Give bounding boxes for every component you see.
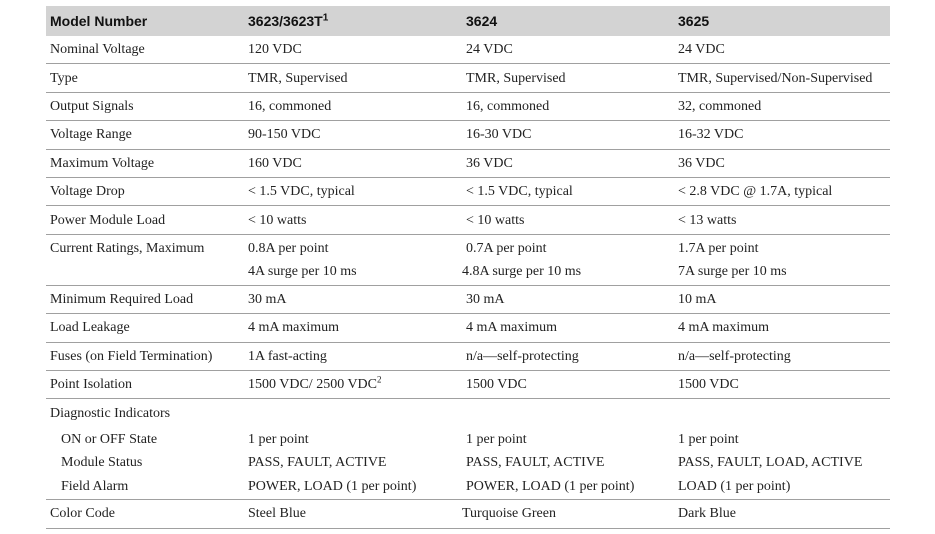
cell-3625: Dark Blue bbox=[678, 506, 736, 522]
cell-text: 1500 VDC/ 2500 VDC bbox=[248, 377, 378, 393]
row-label: Power Module Load bbox=[50, 212, 166, 228]
table-row bbox=[46, 427, 890, 451]
table-row bbox=[46, 206, 890, 234]
cell-line-2: 4A surge per 10 ms bbox=[248, 263, 357, 279]
row-label: Diagnostic Indicators bbox=[50, 405, 171, 421]
cell-3624: < 10 watts bbox=[466, 212, 525, 228]
cell-3624: 4 mA maximum bbox=[466, 320, 557, 336]
table-row bbox=[46, 121, 890, 149]
cell-3623: 16, commoned bbox=[248, 98, 332, 114]
row-label: Nominal Voltage bbox=[50, 42, 145, 58]
cell-3625: 10 mA bbox=[678, 291, 717, 307]
cell-3625: PASS, FAULT, LOAD, ACTIVE bbox=[678, 455, 863, 471]
cell-3625: TMR, Supervised/Non-Supervised bbox=[678, 70, 873, 86]
table-row bbox=[46, 93, 890, 121]
table-row bbox=[46, 474, 890, 500]
cell-3623: TMR, Supervised bbox=[248, 70, 348, 86]
row-label: Voltage Range bbox=[50, 127, 132, 143]
cell-3623: Steel Blue bbox=[248, 506, 306, 522]
header-model-3623-label: 3623/3623T bbox=[248, 12, 323, 29]
table-row bbox=[46, 451, 890, 475]
cell-3625: < 13 watts bbox=[678, 212, 737, 228]
row-label: Type bbox=[50, 70, 78, 86]
table-row bbox=[46, 64, 890, 92]
cell-3624: POWER, LOAD (1 per point) bbox=[466, 479, 635, 495]
footnote-marker-2: 2 bbox=[377, 374, 382, 385]
cell-3625: 32, commoned bbox=[678, 98, 762, 114]
table-row bbox=[46, 36, 890, 64]
cell-3624: 16-30 VDC bbox=[466, 127, 532, 143]
diagnostic-indicators-heading-row bbox=[46, 399, 890, 427]
header-model-3623 bbox=[244, 6, 462, 36]
cell-3623: PASS, FAULT, ACTIVE bbox=[248, 455, 387, 471]
cell-3623: 30 mA bbox=[248, 291, 287, 307]
header-model-3625: 3625 bbox=[678, 12, 710, 29]
cell-3625: < 2.8 VDC @ 1.7A, typical bbox=[678, 184, 833, 200]
table-row bbox=[46, 343, 890, 371]
table-row bbox=[46, 314, 890, 342]
cell-3623 bbox=[244, 235, 462, 285]
row-label: Module Status bbox=[61, 455, 143, 471]
row-label: Fuses (on Field Termination) bbox=[50, 348, 213, 364]
footnote-marker-1: 1 bbox=[322, 11, 329, 23]
table-row bbox=[46, 500, 890, 528]
cell-3625: LOAD (1 per point) bbox=[678, 479, 791, 495]
cell-3624: 1 per point bbox=[466, 431, 527, 447]
table-header-row bbox=[46, 6, 890, 36]
cell-3623: 1A fast-acting bbox=[248, 348, 327, 364]
row-label: Color Code bbox=[50, 506, 115, 522]
row-label: ON or OFF State bbox=[61, 431, 158, 447]
cell-3625: 24 VDC bbox=[678, 42, 725, 58]
row-label bbox=[46, 235, 244, 285]
cell-3625 bbox=[674, 235, 890, 285]
row-label-text: Current Ratings, Maximum bbox=[50, 240, 205, 256]
table-row bbox=[46, 371, 890, 399]
table-row bbox=[46, 235, 890, 286]
cell-3625: n/a—self-protecting bbox=[678, 348, 791, 364]
specifications-table bbox=[46, 6, 890, 529]
row-label: Point Isolation bbox=[50, 377, 133, 393]
cell-3623: 1 per point bbox=[248, 431, 309, 447]
cell-3623: 120 VDC bbox=[248, 42, 302, 58]
cell-3625: 1 per point bbox=[678, 431, 739, 447]
cell-3624: 36 VDC bbox=[466, 155, 513, 171]
cell-3625: 36 VDC bbox=[678, 155, 725, 171]
row-label: Load Leakage bbox=[50, 320, 130, 336]
cell-3625: 1500 VDC bbox=[678, 377, 739, 393]
cell-3624: PASS, FAULT, ACTIVE bbox=[466, 455, 605, 471]
cell-line-2: 7A surge per 10 ms bbox=[678, 263, 787, 279]
table-row bbox=[46, 178, 890, 206]
row-label: Minimum Required Load bbox=[50, 291, 194, 307]
cell-3623: 4 mA maximum bbox=[248, 320, 339, 336]
cell-3624: Turquoise Green bbox=[462, 506, 556, 522]
cell-3624: n/a—self-protecting bbox=[466, 348, 579, 364]
cell-3624: TMR, Supervised bbox=[466, 70, 566, 86]
table-row bbox=[46, 286, 890, 314]
cell-3624: 1500 VDC bbox=[466, 377, 527, 393]
table-row bbox=[46, 150, 890, 178]
cell-3624: < 1.5 VDC, typical bbox=[466, 184, 573, 200]
cell-3623: POWER, LOAD (1 per point) bbox=[248, 479, 417, 495]
cell-line-2: 4.8A surge per 10 ms bbox=[462, 263, 582, 279]
cell-3623: 160 VDC bbox=[248, 155, 302, 171]
cell-3624: 16, commoned bbox=[466, 98, 550, 114]
row-label: Field Alarm bbox=[61, 479, 129, 495]
cell-line-1: 0.8A per point bbox=[248, 240, 329, 256]
cell-3623: 90-150 VDC bbox=[248, 127, 321, 143]
cell-3623: < 10 watts bbox=[248, 212, 307, 228]
row-label: Voltage Drop bbox=[50, 184, 125, 200]
header-model-number: Model Number bbox=[50, 12, 148, 29]
header-model-3624: 3624 bbox=[466, 12, 498, 29]
cell-line-1: 0.7A per point bbox=[466, 240, 547, 256]
cell-3623 bbox=[244, 371, 462, 398]
cell-line-1: 1.7A per point bbox=[678, 240, 759, 256]
row-label: Output Signals bbox=[50, 98, 134, 114]
row-label: Maximum Voltage bbox=[50, 155, 155, 171]
cell-3624: 30 mA bbox=[466, 291, 505, 307]
cell-3624: 24 VDC bbox=[466, 42, 513, 58]
cell-3625: 16-32 VDC bbox=[678, 127, 744, 143]
cell-3623: < 1.5 VDC, typical bbox=[248, 184, 355, 200]
cell-3625: 4 mA maximum bbox=[678, 320, 769, 336]
cell-3624 bbox=[462, 235, 674, 285]
